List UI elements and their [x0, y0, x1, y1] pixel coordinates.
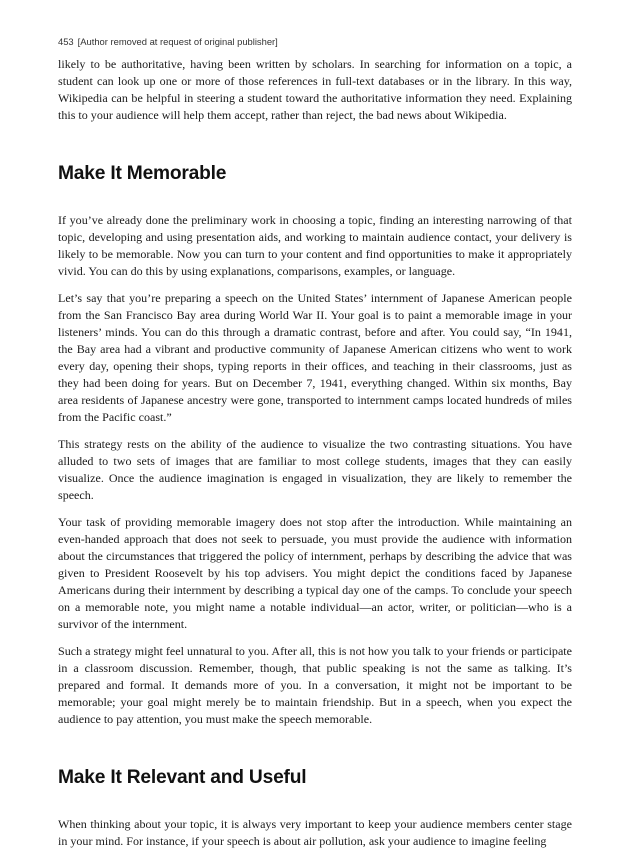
- memorable-paragraph-1: If you’ve already done the preliminary work in choosing a topic, finding an interesting narrowing of that topic, developing and using presentation aids, and working to maintain audience contact, your delivery is likely to be memorable. Now you can turn to your content and find opportunities to make it appropriately vivid. You can do this by using explanations, comparisons, examples, or language.: [58, 213, 572, 278]
- memorable-paragraph-2: Let’s say that you’re preparing a speech on the United States’ internment of Japanese American people from the San Francisco Bay area during World War II. Your goal is to paint a memorable image in your listeners’ minds. You can do this through a dramatic contrast, before and after. You could say, “In 1941, the Bay area had a vibrant and productive community of Japanese American citizens who went to work every day, opening their shops, typing reports in their offices, and teaching in their classrooms, just as they had been doing for years. But on December 7, 1941, everything changed. Within six months, Bay area residents of Japanese ancestry were gone, transported to internment camps located hundreds of miles from the Pacific coast.”: [58, 291, 572, 424]
- section-heading-memorable: Make It Memorable: [58, 163, 227, 185]
- memorable-paragraph-4: Your task of providing memorable imagery does not stop after the introduction. While maintaining an even-handed approach that does not seek to persuade, you must provide the audience with information about the circumstances that triggered the policy of internment, perhaps by describing the advice that was given to President Roosevelt by his top advisers. You might depict the conditions faced by Japanese Americans during their internment by describing a typical day one of the camps. To conclude your speech on a memorable note, you might name a notable individual—an actor, writer, or politician—who is a survivor of the internment.: [58, 515, 572, 631]
- intro-paragraph: likely to be authoritative, having been written by scholars. In searching for information on a topic, a student can look up one or more of those references in full-text databases or in the library. In this way, Wikipedia can be helpful in steering a student toward the authoritative information they need. Explaining this to your audience will help them accept, rather than reject, the bad news about Wikipedia.: [58, 57, 572, 122]
- relevant-paragraph-1: When thinking about your topic, it is always very important to keep your audience members center stage in your mind. For instance, if your speech is about air pollution, ask your audience to imagine feeling: [58, 817, 572, 848]
- section-heading-relevant: Make It Relevant and Useful: [58, 767, 307, 788]
- document-page: [58, 36, 572, 860]
- memorable-paragraph-3: This strategy rests on the ability of the audience to visualize the two contrasting situations. You have alluded to two sets of images that are familiar to most college students, images that they can easily visualize. Once the audience imagination is engaged in visualization, they are likely to remember the speech.: [58, 437, 572, 502]
- running-head-text: [Author removed at request of original publisher]: [77, 36, 278, 47]
- memorable-paragraph-5: Such a strategy might feel unnatural to you. After all, this is not how you talk to your friends or participate in a classroom discussion. Remember, though, that public speaking is not the same as talking. It’s prepared and formal. It demands more of you. In a conversation, it might not be important to be memorable; your goal might merely be to maintain friendship. But in a speech, when you expect the audience to pay attention, you must make the speech memorable.: [58, 643, 572, 726]
- running-head: [58, 36, 572, 48]
- page-number: 453: [58, 36, 74, 47]
